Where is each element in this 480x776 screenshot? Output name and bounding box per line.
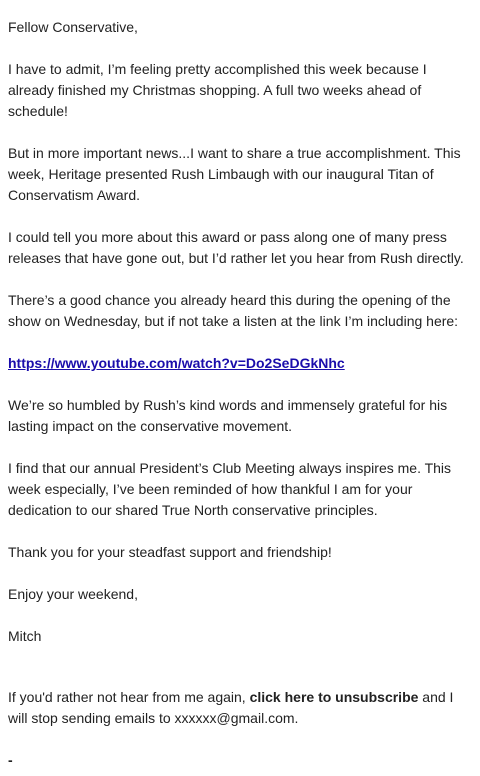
- paragraph-hear-from-rush: I could tell you more about this award or pass along one of many press releases that have gone out, but I’d rather let you hear from Rush directly.: [8, 229, 464, 266]
- paragraph-humbled: We’re so humbled by Rush’s kind words and immensely grateful for his lasting impact on the conservative movement.: [8, 397, 448, 434]
- footer-dash: -: [8, 752, 13, 768]
- footer-prefix: If you'd rather not hear from me again,: [8, 689, 250, 705]
- unsubscribe-link[interactable]: click here to unsubscribe: [249, 689, 419, 705]
- paragraph-thank-you: Thank you for your steadfast support and friendship!: [8, 544, 332, 560]
- youtube-link-paragraph: [8, 353, 470, 374]
- salutation: Fellow Conservative,: [8, 19, 138, 35]
- paragraph-award: But in more important news...I want to share a true accomplishment. This week, Heritage presented Rush Limbaugh with our inaugural Titan of Conservatism Award.: [8, 145, 461, 203]
- footer-suffix: and I will stop sending emails to xxxxxx@gmail.com.: [8, 689, 454, 726]
- footer-spacer: [8, 668, 470, 687]
- paragraph-shopping: I have to admit, I’m feeling pretty accomplished this week because I already finished my Christmas shopping. A full two weeks ahead of schedule!: [8, 61, 427, 119]
- unsubscribe-footer: [8, 687, 470, 729]
- paragraph-link-intro: There’s a good chance you already heard this during the opening of the show on Wednesday, but if not take a listen at the link I’m including here:: [8, 292, 459, 329]
- closing: Enjoy your weekend,: [8, 586, 138, 602]
- signature: Mitch: [8, 628, 42, 644]
- youtube-link[interactable]: https://www.youtube.com/watch?v=Do2SeDGkNhc: [8, 355, 345, 371]
- paragraph-presidents-club: I find that our annual President’s Club Meeting always inspires me. This week especially, I’ve been reminded of how thankful I am for your dedication to our shared True North conservative principles.: [8, 460, 452, 518]
